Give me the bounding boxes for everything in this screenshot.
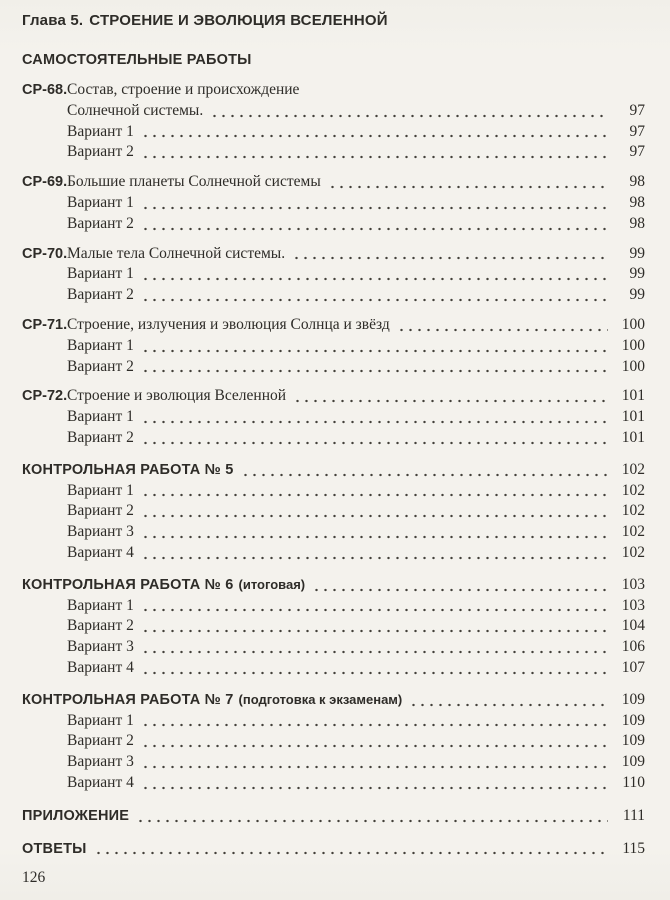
toc-line [22,407,645,428]
toc-entry-title: Вариант 2 [67,502,134,520]
dot-leader [141,765,608,769]
toc-entry-title: Вариант 1 [67,481,134,499]
toc-entry-title: КОНТРОЛЬНАЯ РАБОТА № 6 [22,576,234,593]
toc-entry-title: Вариант 1 [67,711,134,729]
toc-entry-title: Вариант 1 [67,193,134,211]
toc-page-number: 109 [621,690,645,708]
toc-line [22,637,645,658]
toc-line [22,839,645,860]
dot-leader [141,608,608,612]
toc-entry-title: Вариант 3 [67,753,134,771]
toc-page-number: 97 [629,101,645,119]
toc-page-number: 110 [622,773,645,791]
toc-entry-title: Большие планеты Солнечной системы [67,173,321,191]
toc-page-number: 100 [621,357,645,375]
toc-line [22,336,645,357]
toc-page-number: 99 [629,244,645,262]
toc-page-number: 101 [621,428,645,446]
toc-line [22,616,645,637]
toc-page-number: 101 [621,387,645,405]
dot-leader [136,819,608,823]
dot-leader [141,155,608,159]
toc-entry-title: Вариант 2 [67,286,134,304]
toc-entry-label: СР-72. [22,388,68,405]
section-heading: САМОСТОЯТЕЛЬНЫЕ РАБОТЫ [22,52,252,68]
dot-leader [141,786,608,790]
toc-line [22,285,645,306]
toc-entry-title: Состав, строение и происхождение [67,81,300,98]
toc-line [22,386,645,407]
toc-page-number: 103 [621,575,645,593]
toc-line [22,142,645,163]
dot-leader [141,535,608,539]
toc-page-number: 101 [621,408,645,426]
toc-line [22,690,645,711]
toc-page-number: 98 [629,193,645,211]
toc-page-number: 100 [621,336,645,354]
toc-entry-label: СР-71. [22,316,68,333]
toc-entry-title: Вариант 3 [67,523,134,541]
toc-entry-title: Строение и эволюция Вселенной [67,387,287,405]
toc-entry-title: Вариант 1 [67,265,134,283]
toc-entry-title: Вариант 1 [67,596,134,614]
toc-line [22,731,645,752]
toc-page-number: 109 [621,711,645,729]
toc-page-number: 115 [622,839,645,857]
toc-page-number: 106 [621,638,645,656]
dot-leader [210,114,608,118]
toc-page-number: 102 [621,523,645,541]
dot-leader [141,744,608,748]
dot-leader [397,328,608,332]
toc-entry-title: Вариант 1 [67,122,134,140]
toc-line [22,575,645,596]
toc-line [22,172,645,193]
toc-page-number: 100 [621,315,645,333]
toc-entry-title: Строение, излучения и эволюция Солнца и звёзд [67,315,390,333]
toc-entry-title: Вариант 4 [67,658,134,676]
toc-entry-suffix: (подготовка к экзаменам) [238,691,403,707]
toc-line [22,481,645,502]
toc-line [22,596,645,617]
toc-page-number: 107 [621,658,645,676]
toc-line [22,101,645,122]
toc-entry-title: Вариант 2 [67,732,134,750]
toc-entry-title: Вариант 4 [67,543,134,561]
toc-line [22,122,645,143]
toc-page-number: 102 [621,460,645,478]
dot-leader [312,588,608,592]
dot-leader [141,514,608,518]
toc-entry-title: Вариант 2 [67,357,134,375]
dot-leader [141,420,608,424]
toc-entry-title: Вариант 2 [67,428,134,446]
toc-page-number: 97 [629,122,645,140]
toc-entry-label: СР-70. [22,245,68,262]
toc-line [22,428,645,449]
toc-entry-title: Вариант 2 [67,143,134,161]
toc-page-number: 104 [621,617,645,635]
toc-line [22,214,645,235]
toc-line [22,752,645,773]
toc-line [22,711,645,732]
toc-line [22,264,645,285]
dot-leader [328,185,608,189]
toc-line [22,244,645,265]
dot-leader [409,703,608,707]
toc-entry-title: КОНТРОЛЬНАЯ РАБОТА № 5 [22,461,234,478]
page-number-footer: 126 [22,869,46,886]
toc-list [22,80,645,859]
dot-leader [141,493,608,497]
toc-page-number: 102 [621,502,645,520]
dot-leader [141,556,608,560]
dot-leader [141,369,608,373]
toc-page-number: 99 [629,265,645,283]
toc-page-number: 102 [621,543,645,561]
toc-entry-title: Вариант 2 [67,214,134,232]
toc-page-number: 111 [622,806,645,824]
toc-line [22,658,645,679]
dot-leader [141,206,608,210]
toc-line [22,80,645,101]
dot-leader [141,650,608,654]
dot-leader [141,227,608,231]
toc-line [22,460,645,481]
dot-leader [141,629,608,633]
dot-leader [141,671,608,675]
dot-leader [293,399,608,403]
toc-entry-title: Вариант 2 [67,617,134,635]
toc-line [22,522,645,543]
toc-page-number: 98 [629,173,645,191]
toc-entry-title: ПРИЛОЖЕНИЕ [22,807,130,824]
toc-line [22,501,645,522]
toc-entry-label: СР-68. [22,82,68,98]
toc-line [22,543,645,564]
dot-leader [141,723,608,727]
toc-page-number: 102 [621,481,645,499]
chapter-title: СТРОЕНИЕ И ЭВОЛЮЦИЯ ВСЕЛЕННОЙ [89,12,388,29]
toc-entry-title: КОНТРОЛЬНАЯ РАБОТА № 7 [22,691,234,708]
toc-entry-label: СР-69. [22,174,68,191]
toc-entry-title: Вариант 1 [67,408,134,426]
toc-line [22,357,645,378]
toc-line [22,773,645,794]
toc-entry-title: Вариант 3 [67,638,134,656]
toc-page-number: 109 [621,753,645,771]
toc-page-number: 97 [629,143,645,161]
chapter-header [22,12,645,29]
toc-entry-title: Вариант 4 [67,773,134,791]
toc-page-number: 99 [629,286,645,304]
dot-leader [141,441,608,445]
dot-leader [292,256,608,260]
dot-leader [141,134,608,138]
dot-leader [141,298,608,302]
dot-leader [141,349,608,353]
chapter-label: Глава 5. [22,12,84,29]
toc-entry-title: Вариант 1 [67,336,134,354]
toc-page-number: 103 [621,596,645,614]
toc-line [22,806,645,827]
dot-leader [94,851,608,855]
toc-entry-title: Солнечной системы. [67,101,204,119]
toc-line [22,315,645,336]
toc-page-number: 109 [621,732,645,750]
dot-leader [241,473,608,477]
toc-entry-title: ОТВЕТЫ [22,840,87,857]
toc-entry-title: Малые тела Солнечной системы. [67,244,286,262]
toc-line [22,193,645,214]
dot-leader [141,277,608,281]
toc-page-number: 98 [629,214,645,232]
toc-entry-suffix: (итоговая) [238,576,306,592]
